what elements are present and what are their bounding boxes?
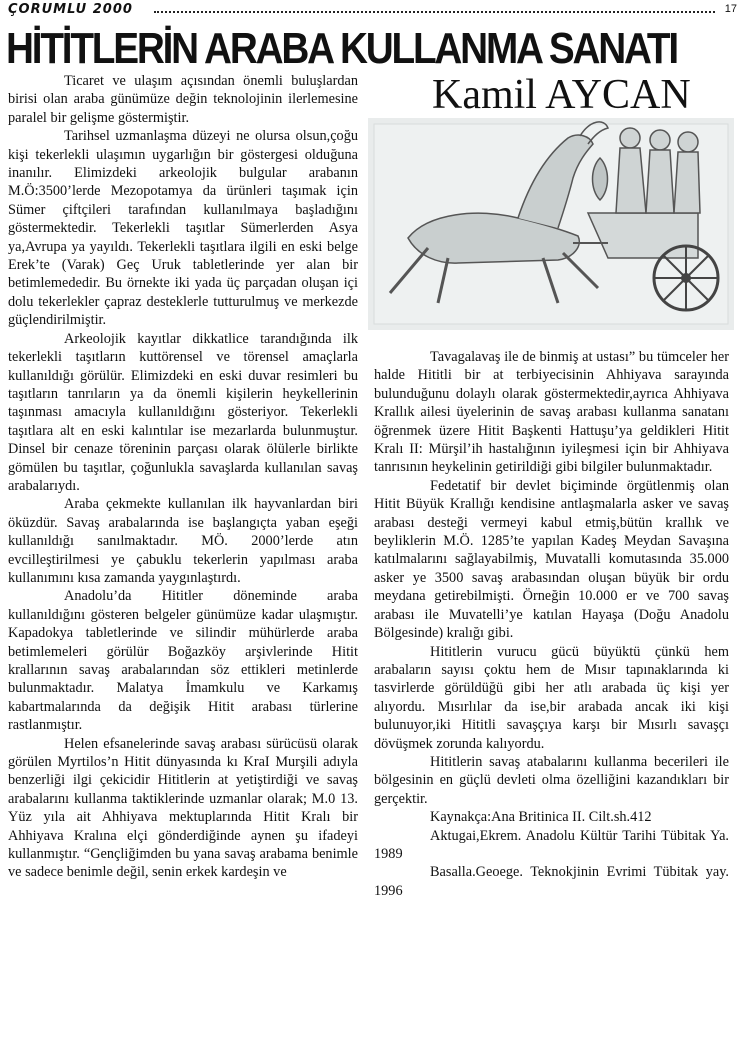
chariot-relief-illustration xyxy=(368,118,734,330)
article-title: HİTİTLERİN ARABA KULLANMA SANATI xyxy=(6,24,677,73)
page-number: 17 xyxy=(724,3,737,15)
reference-entry: Basalla.Geoege. Teknokjinin Evrimi Tübitak yay. 1996 xyxy=(374,864,729,899)
right-text-column xyxy=(374,348,729,900)
reference-entry: Aktugai,Ekrem. Anadolu Kültür Tarihi Tübitak Ya. 1989 xyxy=(374,827,729,862)
paragraph: Hititlerin savaş atabalarını kullanma becerileri ile bölgesinin en güçlü devleti olma özelliğini kazandıkları bir gerçektir. xyxy=(374,753,729,807)
header-dotted-rule xyxy=(154,11,715,13)
paragraph: Araba çekmekte kullanılan ilk hayvanlardan biri öküzdür. Savaş arabalarında ise başlangıçta yaban eşeği kullanıldığı sanılmaktadır. MÖ. 2000’lerde atın evcilleştirilmesi ye çabuklu tekerlerin yapılması araba kullanımını kısa zamanda yaygınlaştırdı. xyxy=(8,496,358,586)
paragraph: Hititlerin vurucu gücü büyüktü çünkü hem arabaların sayısı çoktu hem de Mısır tapınaklarında ki tasvirlerde görüldüğü gibi her atlı arabada üç kişi yer alıyordu. Mısırlılar da ise,bir arabada ancak iki kişi bulunuyor,iki Hititli savaşçıya karşı bir Mısırlı savaşçı dövüşmek zorunda kalıyordu. xyxy=(374,643,729,752)
page-header xyxy=(4,2,739,20)
paragraph: Arkeolojik kayıtlar dikkatlice tarandığında ilk tekerlekli taşıtların kuttörensel ve törensel amaçlarla kullanıldığı görülür. Elimizdeki en eski duvar resimleri bu taşıtların tanrıların ya da önemli kişilerin heykellerinin taşınması amacıyla kullanıldığını gösteriyor. Tekerlekli taşıtlara alt en eski kalıntılar ise mezarlarda bulunmuştur. Dinsel bir cenaze töreninin parçası olarak ölülerle birlikte gömülen bu taşıtlar, çoğunlukla savaşlarda kullanılan savaş arabalarıydı. xyxy=(8,330,358,494)
paragraph: Tarihsel uzmanlaşma düzeyi ne olursa olsun,çoğu kişi tekerlekli ulaşımın uygarlığın bir göstergesi olduğuna inanılır. Elimizdeki arkeolojik bulgular arabanın M.Ö:3500’lerde Mezopotamya da ürünleri taşımak için Sümer çiftçileri tarafından kullanılmaya başladığını göstermektedir. Tekerlekli taşıtlar Sümerlerden Asya ya,Avrupa ya yayıldı. Tekerlekli taşıtlara ilgili en eski belge Erek’te (Varak) Geç Uruk tabletlerinde yer alan bir betimlemededir. Bu örnekte iki yada üç parçadan oluşan içi dolu tekerlekler çapraz desteklerle tutturulmuş ve merkezde güçlendirilmiştir. xyxy=(8,128,358,329)
paragraph: Tavagalavaş ile de binmiş at ustası” bu tümceler her halde Hititli bir at terbiyecisinin Ahhiyava sarayında bulunduğunu dolaylı olarak göstermektedir,ayrıca Ahhiyava Krallık ailesi üyelerinin de savaş arabası kullanma sanatanı öğrenmek üzere Hitit Başkenti Hattuşu’ya geldikleri Hitit Kralı II: Mürşil’ih hastalığının iyileşmesi için bir Ahhiyava tanrısının heykelinin getirildiği gibi bilgiler bulunmaktadır. xyxy=(374,349,729,476)
magazine-brand: ÇORUMLU 2000 xyxy=(8,2,133,17)
paragraph: Ticaret ve ulaşım açısından önemli buluşlardan birisi olan araba günümüze değin teknolojinin ilerlemesine paralel bir gelişme göstermiştir. xyxy=(8,73,358,126)
paragraph: Fedetatif bir devlet biçiminde örgütlenmiş olan Hitit Büyük Krallığı kendisine antlaşmalarla asker ve savaş arabası desteği vermeyi kabul etmiş,bütün krallık ve beyliklerin M.Ö. 1285’te yapılan Kadeş Meydan Savaşına katılmalarını sağlayabilmiş, Muvatalli komutasında 35.000 asker ye 3500 savaş arabasından oluşan büyük bir ordu meydana getirebilmişti. Örneğin 10.000 er ve 700 savaş arabası ile Muvatelli’ye katılan Hayaşa (Doğu Anadolu Bölgesinde) kralığı gibi. xyxy=(374,477,729,642)
left-text-column xyxy=(8,72,358,882)
paragraph: Helen efsanelerinde savaş arabası sürücüsü olarak görülen Myrtilos’n Hitit dünyasında kı KraI Murşili adıyla benzerliği ilgi çekicidir Hititlerin at yetiştirdiği ve savaş arabalarını kullanma taktiklerinde uzmanlar olarak; M.0 13. Yüz yıla ait Ahhiyava mektuplarında Hitit Kralı bir Ahhiyava Kralına elçi gönderdiğinde aynen şu ifadeyi kullanmıştır. “Gençliğimden bu yana savaş arabama benimle ve sadece benimle değil, senin erkek kardeşin ve xyxy=(8,735,358,881)
paragraph: Anadolu’da Hititler döneminde araba kullanıldığını gösteren belgeler günümüze kadar ulaşmıştır. Kapadokya tabletlerinde ve silindir mühürlerde araba betimlemeleri görülür Boğazköy arşivlerinde Hitit krallarının savaş arabalarından söz ettikleri metinlerde bulunmaktadır. Malatya İmamkulu ve Karkamış kabartmalarında da değişik Hitit arabası türlerine rastlanmıştır. xyxy=(8,588,358,734)
article-author: Kamil AYCAN xyxy=(432,72,691,118)
reference-entry: Kaynakça:Ana Britinica II. Cilt.sh.412 xyxy=(430,809,652,826)
